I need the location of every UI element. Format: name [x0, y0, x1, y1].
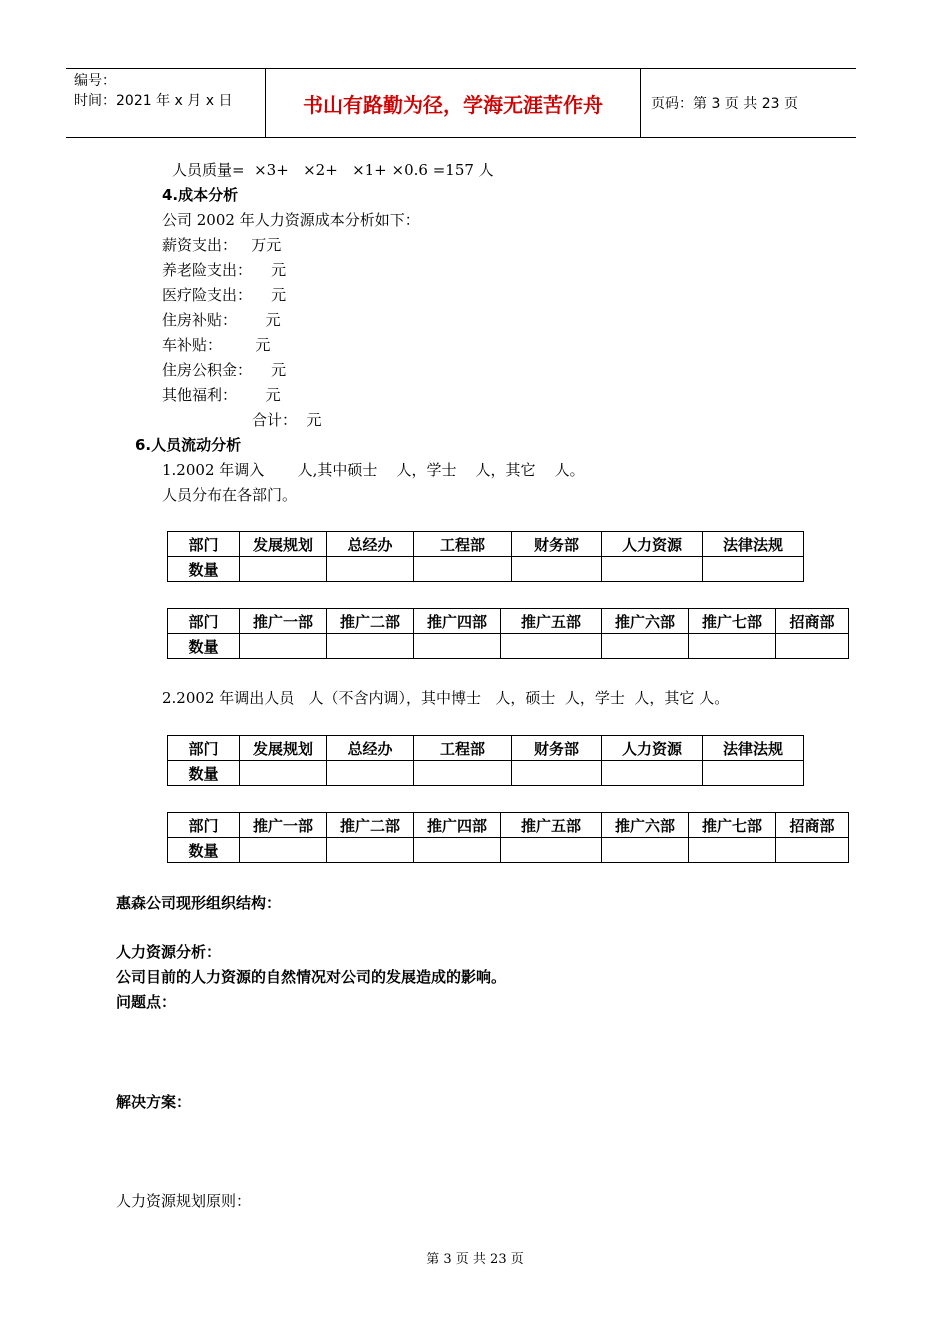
flow-in: 1.2002 年调入 人,其中硕士 人，学士 人，其它 人。: [162, 461, 585, 479]
table-cell: [327, 838, 414, 863]
table-cell: [240, 761, 327, 786]
row-label: 数量: [168, 557, 240, 582]
header-cell: 部门: [168, 813, 240, 838]
table-cell: [512, 761, 602, 786]
table-cell: [512, 557, 602, 582]
header-cell: 工程部: [414, 532, 512, 557]
table-cell: [602, 557, 703, 582]
header-cell: 推广一部: [240, 813, 327, 838]
header-meta: [66, 69, 266, 137]
table-cell: [240, 557, 327, 582]
header-cell: 招商部: [776, 609, 849, 634]
cost-total: 合计： 元: [252, 411, 322, 429]
table-cell: [327, 634, 414, 659]
principle-heading: 人力资源规划原则：: [116, 1192, 252, 1210]
table-cell: [703, 557, 804, 582]
row-label: 数量: [168, 634, 240, 659]
header-cell: 推广五部: [501, 609, 602, 634]
header-cell: 人力资源: [602, 532, 703, 557]
header-cell: 部门: [168, 609, 240, 634]
header-cell: 法律法规: [703, 532, 804, 557]
header-cell: 招商部: [776, 813, 849, 838]
header-cell: 推广四部: [414, 609, 501, 634]
cost-item: 车补贴： 元: [162, 336, 271, 354]
header-cell: 部门: [168, 736, 240, 761]
dept-table-1a: [167, 531, 804, 582]
table-cell: [689, 838, 776, 863]
dept-table-1b: [167, 608, 849, 659]
cost-intro: 公司 2002 年人力资源成本分析如下：: [162, 211, 420, 229]
flow-dist: 人员分布在各部门。: [162, 486, 298, 504]
cost-item: 薪资支出： 万元: [162, 236, 282, 254]
cost-item: 住房补贴： 元: [162, 311, 281, 329]
header-cell: 发展规划: [240, 736, 327, 761]
table-cell: [414, 557, 512, 582]
header-cell: 推广五部: [501, 813, 602, 838]
problem-heading: 问题点：: [116, 993, 177, 1011]
dept-table-2a: [167, 735, 804, 786]
hr-heading: 人力资源分析：: [116, 943, 222, 961]
header-cell: 推广六部: [602, 609, 689, 634]
cost-item: 养老险支出： 元: [162, 261, 287, 279]
flow-heading: 6.人员流动分析: [135, 436, 242, 454]
header-cell: 工程部: [414, 736, 512, 761]
header-cell: 推广四部: [414, 813, 501, 838]
table-cell: [602, 634, 689, 659]
table-cell: [703, 761, 804, 786]
page-footer: 第 3 页 共 23 页: [426, 1252, 524, 1267]
org-heading: 惠森公司现形组织结构：: [116, 894, 282, 912]
cost-item: 医疗险支出： 元: [162, 286, 287, 304]
dept-table-2b: [167, 812, 849, 863]
number-label: 编号：: [74, 73, 116, 89]
table-cell: [240, 838, 327, 863]
row-label: 数量: [168, 838, 240, 863]
header-cell: 法律法规: [703, 736, 804, 761]
cost-heading: 4.成本分析: [162, 186, 239, 204]
table-cell: [776, 838, 849, 863]
header-cell: 推广六部: [602, 813, 689, 838]
table-cell: [602, 761, 703, 786]
table-cell: [689, 634, 776, 659]
hr-text: 公司目前的人力资源的自然情况对公司的发展造成的影响。: [116, 968, 507, 986]
header-cell: 人力资源: [602, 736, 703, 761]
time-label: 时间：2021 年 x 月 x 日: [74, 93, 233, 109]
table-cell: [501, 838, 602, 863]
table-cell: [776, 634, 849, 659]
header-cell: 部门: [168, 532, 240, 557]
table-cell: [327, 761, 414, 786]
header-cell: 总经办: [327, 532, 414, 557]
header-cell: 推广一部: [240, 609, 327, 634]
solution-heading: 解决方案：: [116, 1093, 192, 1111]
header-cell: 推广七部: [689, 813, 776, 838]
table-cell: [602, 838, 689, 863]
page-label: 页码：第 3 页 共 23 页: [651, 96, 798, 112]
header-cell: 推广二部: [327, 609, 414, 634]
table-cell: [501, 634, 602, 659]
row-label: 数量: [168, 761, 240, 786]
table-cell: [240, 634, 327, 659]
cost-item: 其他福利： 元: [162, 386, 281, 404]
cost-item: 住房公积金： 元: [162, 361, 287, 379]
header-cell: 发展规划: [240, 532, 327, 557]
header-cell: 总经办: [327, 736, 414, 761]
table-cell: [414, 761, 512, 786]
page-header: [66, 68, 856, 138]
header-cell: 推广二部: [327, 813, 414, 838]
motto: 书山有路勤为径，学海无涯苦作舟: [266, 69, 641, 137]
table-cell: [327, 557, 414, 582]
header-cell: 推广七部: [689, 609, 776, 634]
header-cell: 财务部: [512, 532, 602, 557]
flow-out: 2.2002 年调出人员 人（不含内调），其中博士 人，硕士 人，学士 人，其它 人。: [162, 689, 730, 707]
header-cell: 财务部: [512, 736, 602, 761]
table-cell: [414, 838, 501, 863]
table-cell: [414, 634, 501, 659]
quality-line: 人员质量= ×3+ ×2+ ×1+ ×0.6 =157 人: [172, 161, 494, 179]
